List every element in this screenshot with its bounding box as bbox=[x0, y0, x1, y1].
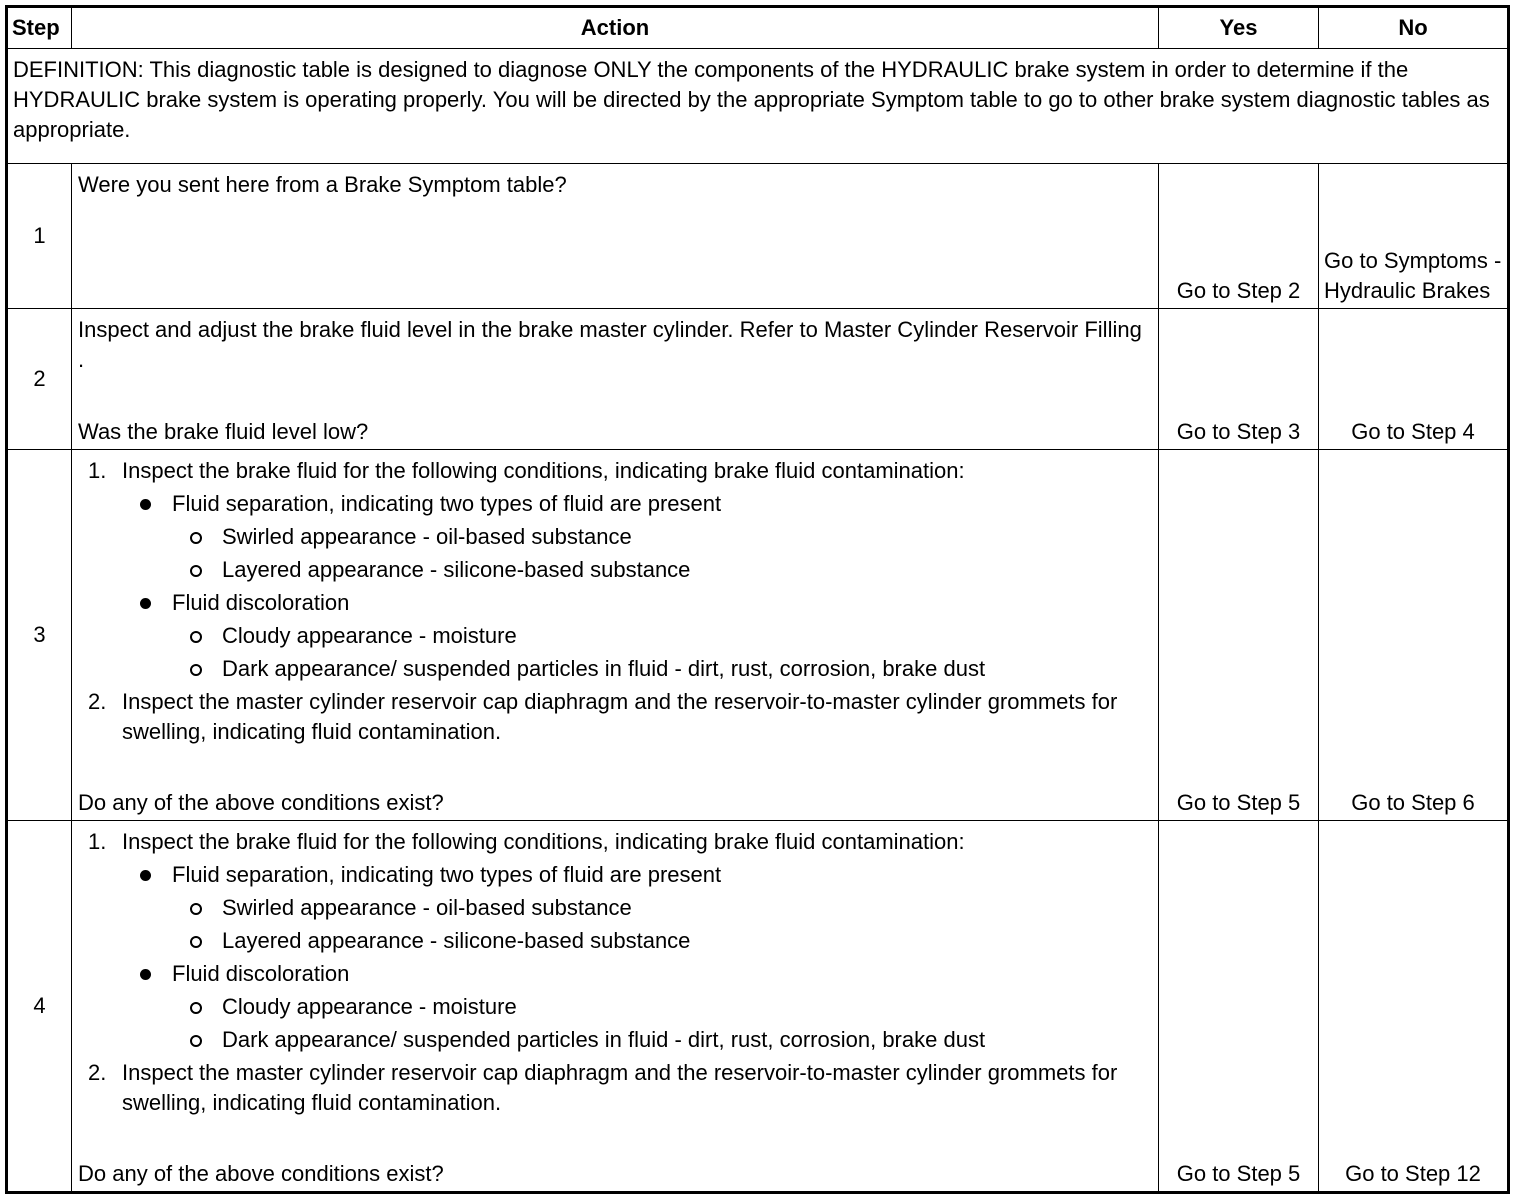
list-item bbox=[172, 893, 1152, 923]
step-number: 1 bbox=[7, 164, 72, 309]
bullet-icon bbox=[140, 969, 151, 980]
table-row bbox=[7, 164, 1509, 309]
action-cell bbox=[72, 821, 1159, 1193]
bullet-text: Fluid discoloration bbox=[172, 961, 350, 986]
circle-bullet-icon bbox=[190, 664, 202, 676]
circle-bullet-icon bbox=[190, 565, 202, 577]
bullet-icon bbox=[140, 598, 151, 609]
header-yes: Yes bbox=[1159, 7, 1319, 49]
sub-bullet-list bbox=[172, 893, 1152, 956]
header-row bbox=[7, 7, 1509, 49]
list-item bbox=[172, 992, 1152, 1022]
step-number: 4 bbox=[7, 821, 72, 1193]
list-item bbox=[172, 926, 1152, 956]
step-number: 2 bbox=[7, 309, 72, 450]
procedure-list bbox=[78, 827, 1152, 1118]
item-number: 1. bbox=[88, 829, 107, 854]
yes-cell: Go to Step 2 bbox=[1159, 164, 1319, 309]
question-text: Do any of the above conditions exist? bbox=[78, 1161, 444, 1186]
action-cell bbox=[72, 309, 1159, 450]
list-item bbox=[172, 654, 1152, 684]
item-text: Inspect the brake fluid for the following conditions, indicating brake fluid contamination: bbox=[122, 458, 965, 483]
diagnostic-table bbox=[5, 5, 1510, 1194]
action-cell: Were you sent here from a Brake Symptom table? bbox=[72, 164, 1159, 309]
item-text: Inspect the master cylinder reservoir cap diaphragm and the reservoir-to-master cylinder grommets for swelling, indicating fluid contamination. bbox=[122, 689, 1118, 744]
action-text: Inspect and adjust the brake fluid level in the brake master cylinder. Refer to Master Cylinder Reservoir Filling . bbox=[78, 317, 1142, 372]
header-action: Action bbox=[72, 7, 1159, 49]
sub-bullet-text: Dark appearance/ suspended particles in fluid - dirt, rust, corrosion, brake dust bbox=[222, 656, 986, 681]
list-item bbox=[78, 456, 1152, 684]
definition-text: DEFINITION: This diagnostic table is designed to diagnose ONLY the components of the HYDRAULIC brake system in order to determine if the HYDRAULIC brake system is operating properly. You will be directed by the appropriate Symptom table to go to other brake system diagnostic tables as appropriate. bbox=[7, 49, 1509, 164]
sub-bullet-text: Swirled appearance - oil-based substance bbox=[222, 524, 632, 549]
item-number: 2. bbox=[88, 1060, 107, 1085]
header-no: No bbox=[1319, 7, 1509, 49]
bullet-list bbox=[122, 489, 1152, 684]
list-item bbox=[172, 1025, 1152, 1055]
procedure-list bbox=[78, 456, 1152, 747]
bullet-icon bbox=[140, 499, 151, 510]
table-row bbox=[7, 821, 1509, 1193]
table-row bbox=[7, 309, 1509, 450]
bullet-icon bbox=[140, 870, 151, 881]
sub-bullet-text: Swirled appearance - oil-based substance bbox=[222, 895, 632, 920]
list-item bbox=[122, 588, 1152, 684]
sub-bullet-text: Dark appearance/ suspended particles in fluid - dirt, rust, corrosion, brake dust bbox=[222, 1027, 986, 1052]
sub-bullet-list bbox=[172, 522, 1152, 585]
header-step: Step bbox=[7, 7, 72, 49]
sub-bullet-text: Cloudy appearance - moisture bbox=[222, 623, 517, 648]
yes-cell: Go to Step 5 bbox=[1159, 821, 1319, 1193]
table-row bbox=[7, 450, 1509, 821]
list-item bbox=[122, 959, 1152, 1055]
bullet-text: Fluid discoloration bbox=[172, 590, 350, 615]
circle-bullet-icon bbox=[190, 1035, 202, 1047]
sub-bullet-list bbox=[172, 992, 1152, 1055]
item-number: 2. bbox=[88, 689, 107, 714]
circle-bullet-icon bbox=[190, 903, 202, 915]
no-cell: Go to Step 4 bbox=[1319, 309, 1509, 450]
question-text: Was the brake fluid level low? bbox=[78, 419, 369, 444]
circle-bullet-icon bbox=[190, 631, 202, 643]
question-text: Do any of the above conditions exist? bbox=[78, 790, 444, 815]
item-text: Inspect the master cylinder reservoir cap diaphragm and the reservoir-to-master cylinder grommets for swelling, indicating fluid contamination. bbox=[122, 1060, 1118, 1115]
no-cell: Go to Step 12 bbox=[1319, 821, 1509, 1193]
list-item bbox=[172, 555, 1152, 585]
bullet-list bbox=[122, 860, 1152, 1055]
list-item bbox=[172, 621, 1152, 651]
list-item bbox=[78, 1058, 1152, 1118]
yes-cell: Go to Step 3 bbox=[1159, 309, 1319, 450]
no-cell: Go to Step 6 bbox=[1319, 450, 1509, 821]
bullet-text: Fluid separation, indicating two types of fluid are present bbox=[172, 491, 722, 516]
list-item bbox=[122, 489, 1152, 585]
circle-bullet-icon bbox=[190, 936, 202, 948]
list-item bbox=[172, 522, 1152, 552]
sub-bullet-text: Layered appearance - silicone-based substance bbox=[222, 557, 691, 582]
item-text: Inspect the brake fluid for the following conditions, indicating brake fluid contamination: bbox=[122, 829, 965, 854]
definition-row bbox=[7, 49, 1509, 164]
step-number: 3 bbox=[7, 450, 72, 821]
bullet-text: Fluid separation, indicating two types of fluid are present bbox=[172, 862, 722, 887]
list-item bbox=[122, 860, 1152, 956]
sub-bullet-text: Layered appearance - silicone-based substance bbox=[222, 928, 691, 953]
item-number: 1. bbox=[88, 458, 107, 483]
sub-bullet-list bbox=[172, 621, 1152, 684]
action-cell bbox=[72, 450, 1159, 821]
circle-bullet-icon bbox=[190, 532, 202, 544]
no-cell: Go to Symptoms - Hydraulic Brakes bbox=[1319, 164, 1509, 309]
yes-cell: Go to Step 5 bbox=[1159, 450, 1319, 821]
sub-bullet-text: Cloudy appearance - moisture bbox=[222, 994, 517, 1019]
list-item bbox=[78, 827, 1152, 1055]
list-item bbox=[78, 687, 1152, 747]
circle-bullet-icon bbox=[190, 1002, 202, 1014]
